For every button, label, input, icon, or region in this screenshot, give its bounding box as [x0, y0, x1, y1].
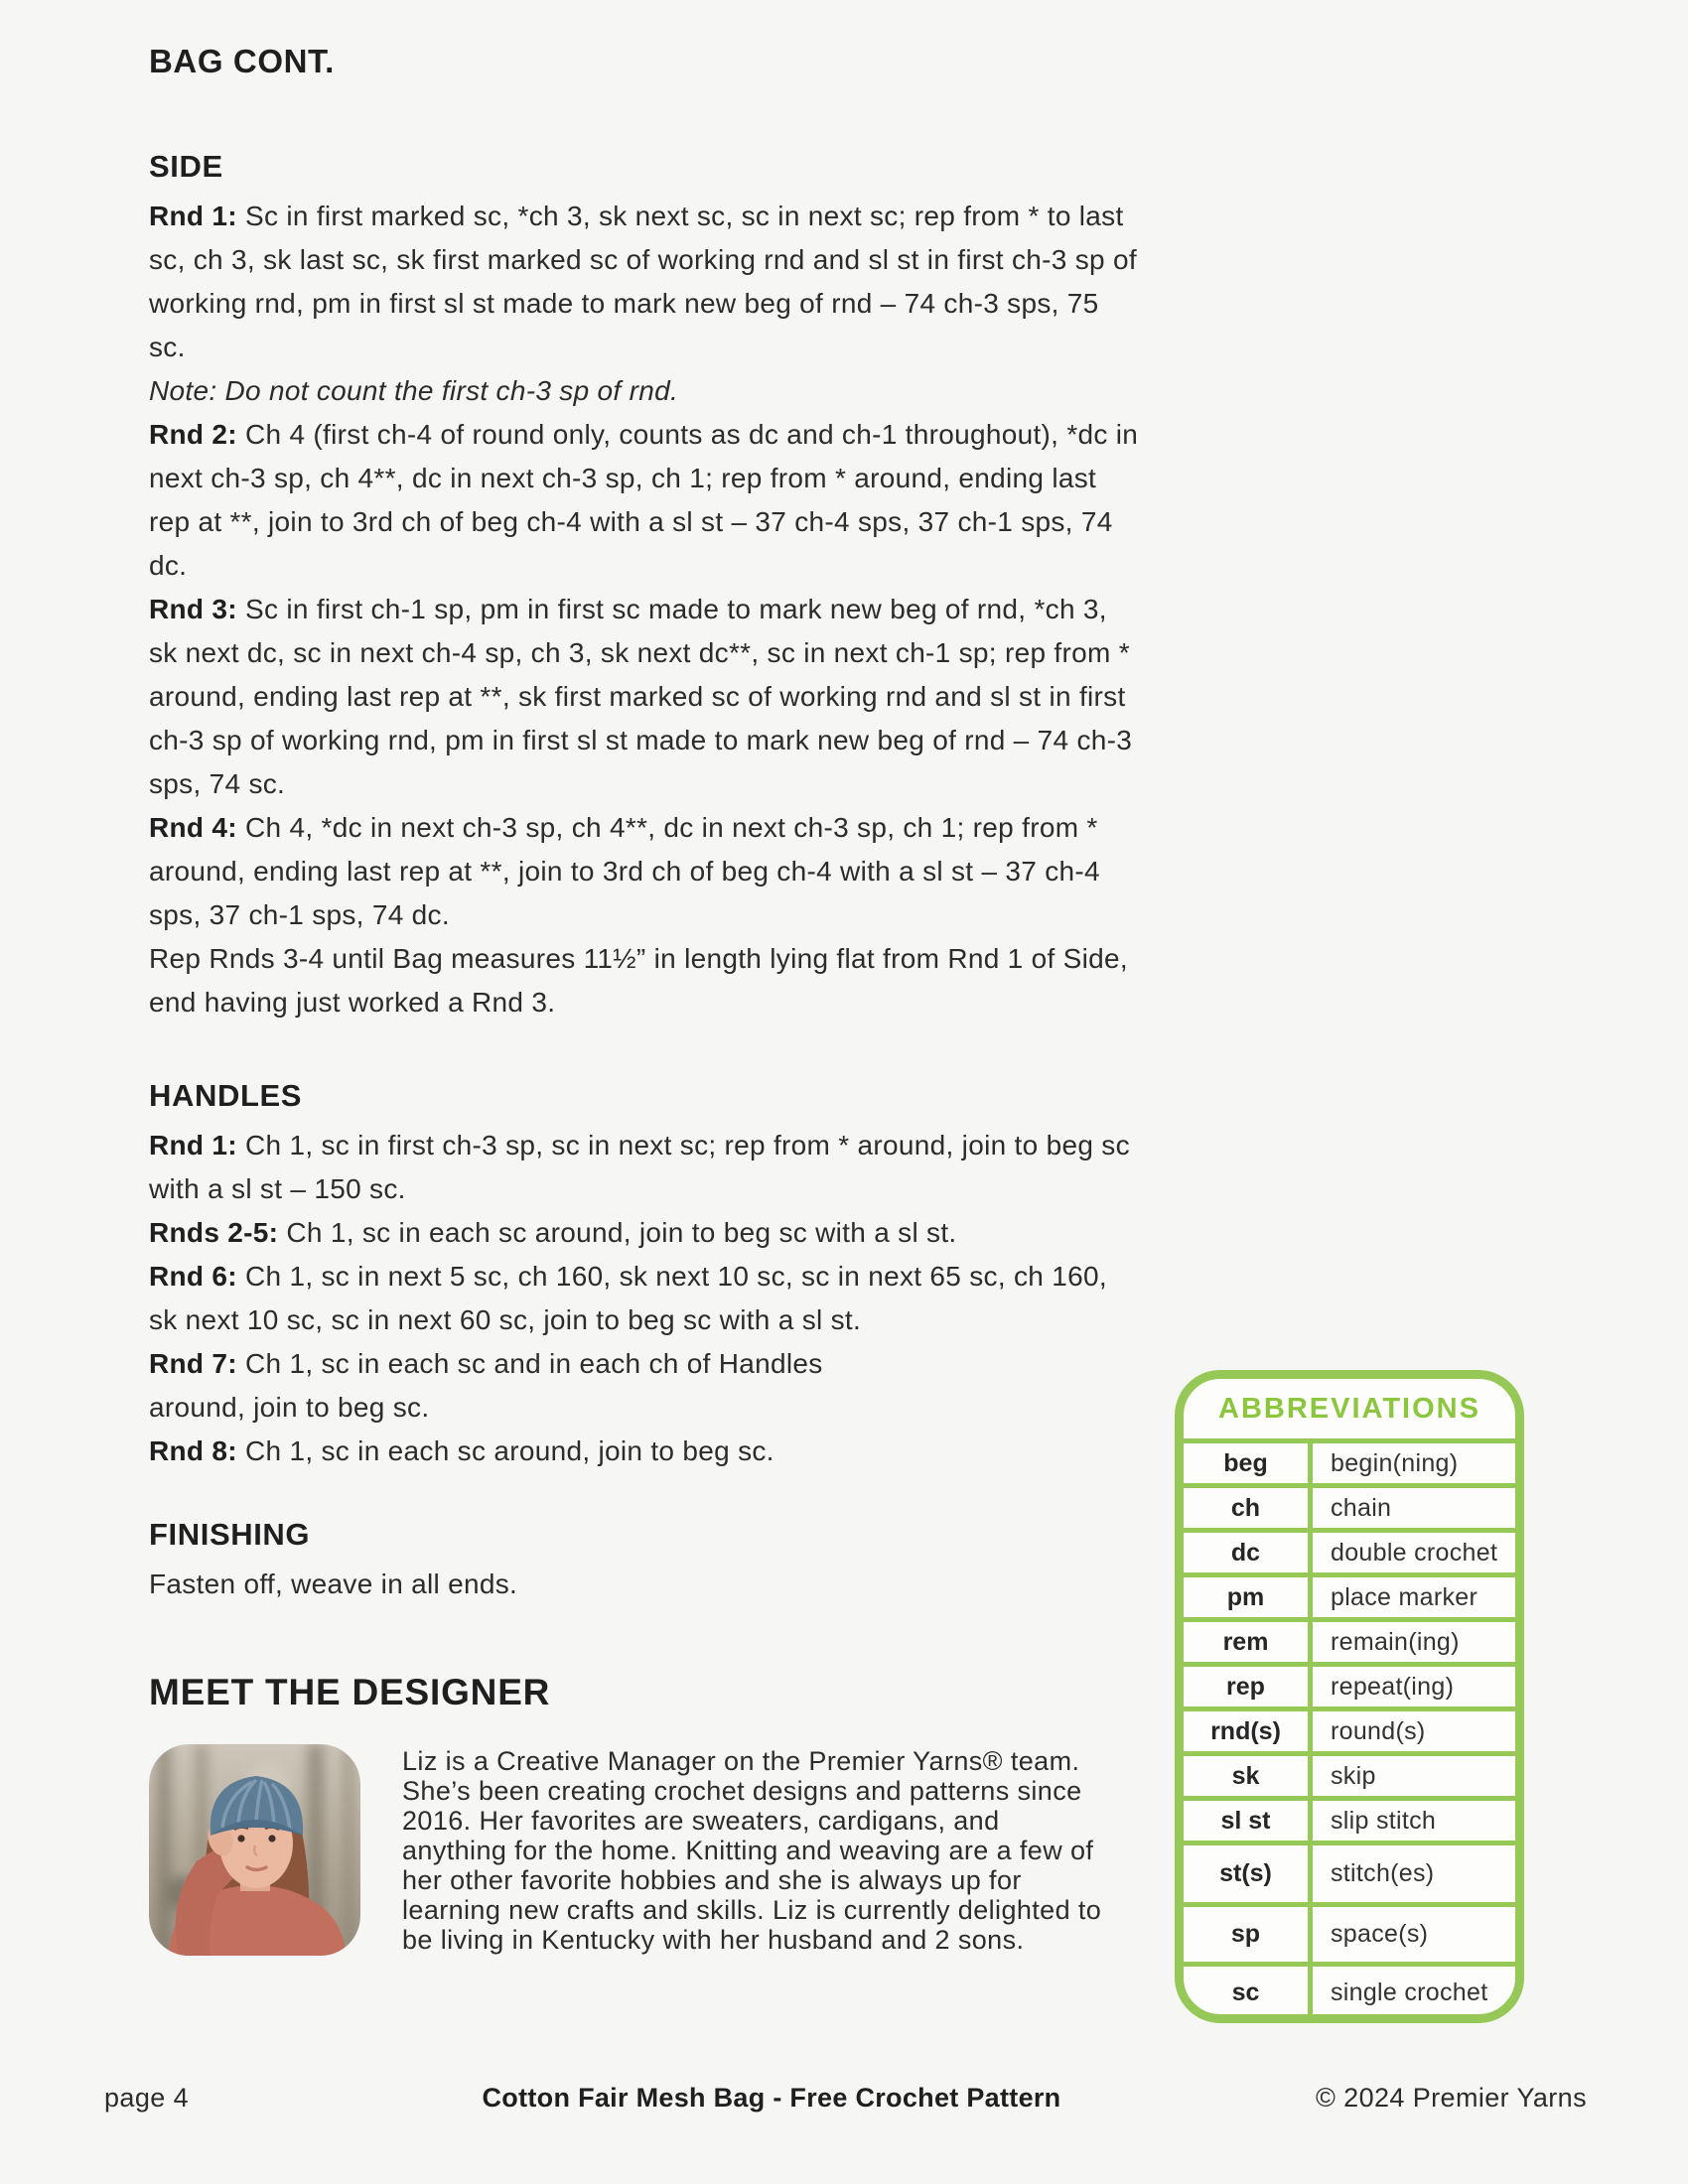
pattern-paragraph: Rnds 2-5: Ch 1, sc in each sc around, join to beg sc with a sl st.: [149, 1217, 957, 1248]
abbreviation-row: [1184, 1572, 1515, 1617]
abbreviation-row: [1184, 1962, 1515, 2019]
abbreviation-key: st(s): [1184, 1845, 1313, 1902]
abbreviation-key: ch: [1184, 1488, 1313, 1528]
abbreviation-key: sk: [1184, 1756, 1313, 1796]
designer-photo: [149, 1744, 360, 1956]
abbreviations-title: ABBREVIATIONS: [1218, 1392, 1480, 1425]
pattern-paragraph: Rep Rnds 3-4 until Bag measures 11½” in length lying flat from Rnd 1 of Side, end having just worked a Rnd 3.: [149, 943, 1128, 1018]
round-label: Rnd 8:: [149, 1435, 237, 1466]
section-heading-side: SIDE: [149, 149, 223, 184]
pattern-paragraph: Note: Do not count the first ch-3 sp of rnd.: [149, 375, 679, 406]
pattern-paragraph: Fasten off, weave in all ends.: [149, 1569, 518, 1599]
abbreviation-definition: double crochet: [1331, 1538, 1498, 1567]
pattern-paragraph: Rnd 1: Ch 1, sc in first ch-3 sp, sc in next sc; rep from * around, join to beg sc with a sl st – 150 sc.: [149, 1130, 1130, 1204]
section-side-paragraphs: [149, 195, 1142, 1024]
round-label: Rnd 1:: [149, 1130, 237, 1160]
page-title: BAG CONT.: [149, 43, 335, 79]
abbreviation-row: [1184, 1483, 1515, 1528]
abbreviation-row: [1184, 1662, 1515, 1706]
footer-doc-title: Cotton Fair Mesh Bag - Free Crochet Pattern: [482, 2083, 1061, 2113]
abbreviation-definition: space(s): [1331, 1920, 1429, 1948]
abbreviation-row: [1184, 1438, 1515, 1483]
abbreviation-definition: repeat(ing): [1331, 1672, 1455, 1701]
section-heading-handles: HANDLES: [149, 1078, 303, 1113]
abbreviation-definition: single crochet: [1331, 1979, 1488, 2006]
abbreviation-row: [1184, 1751, 1515, 1796]
round-label: Rnds 2-5:: [149, 1217, 279, 1248]
section-heading-designer: MEET THE DESIGNER: [149, 1672, 551, 1712]
abbreviation-key: pm: [1184, 1577, 1313, 1617]
abbreviation-definition: place marker: [1331, 1582, 1478, 1611]
abbreviation-row: [1184, 1796, 1515, 1841]
abbreviation-row: [1184, 1841, 1515, 1902]
section-handles-paragraphs: [149, 1124, 1142, 1473]
abbreviations-table: [1184, 1438, 1515, 2019]
round-label: Rnd 6:: [149, 1261, 237, 1292]
pattern-paragraph: Rnd 6: Ch 1, sc in next 5 sc, ch 160, sk next 10 sc, sc in next 65 sc, ch 160, sk next 10 sc, sc in next 60 sc, join to beg sc with a sl st.: [149, 1261, 1107, 1335]
round-label: Rnd 4:: [149, 812, 237, 843]
round-label: Rnd 7:: [149, 1348, 237, 1379]
pattern-paragraph: Rnd 8: Ch 1, sc in each sc around, join to beg sc.: [149, 1435, 774, 1466]
main-column: [149, 42, 1142, 1956]
designer-row: [149, 1744, 1142, 1956]
abbreviation-row: [1184, 1706, 1515, 1751]
abbreviation-key: dc: [1184, 1533, 1313, 1572]
abbreviation-key: beg: [1184, 1443, 1313, 1483]
abbreviation-definition: begin(ning): [1331, 1448, 1459, 1477]
section-finishing-paragraphs: [149, 1563, 1142, 1606]
pattern-paragraph: Rnd 7: Ch 1, sc in each sc and in each ch of Handles around, join to beg sc.: [149, 1348, 823, 1423]
abbreviation-row: [1184, 1528, 1515, 1572]
abbreviation-key: sl st: [1184, 1801, 1313, 1841]
pattern-paragraph: Rnd 1: Sc in first marked sc, *ch 3, sk next sc, sc in next sc; rep from * to last sc, ch 3, sk last sc, sk first marked sc of working rnd and sl st in first ch-3 sp of working rnd, pm in first sl st made to mark new beg of rnd – 74 ch-3 sps, 75 sc.: [149, 201, 1137, 362]
footer-copyright: © 2024 Premier Yarns: [1315, 2083, 1587, 2113]
abbreviation-definition: slip stitch: [1331, 1806, 1437, 1835]
designer-bio: Liz is a Creative Manager on the Premier Yarns® team. She’s been creating crochet designs and patterns since 2016. Her favorites are sweaters, cardigans, and anything for the home. Knitting and weaving are a few of her other favorite hobbies and she is always up for learning new crafts and skills. Liz is currently delighted to be living in Kentucky with her husband and 2 sons.: [402, 1746, 1102, 1955]
round-label: Rnd 2:: [149, 419, 237, 450]
abbreviations-box: [1175, 1370, 1524, 2023]
round-label: Rnd 3:: [149, 594, 237, 624]
abbreviation-key: rnd(s): [1184, 1711, 1313, 1751]
left-eye: [237, 1835, 244, 1842]
page-footer: [0, 2083, 1688, 2122]
abbreviation-key: rem: [1184, 1622, 1313, 1662]
abbreviation-definition: round(s): [1331, 1716, 1426, 1745]
abbreviation-definition: remain(ing): [1331, 1627, 1460, 1656]
abbreviation-definition: stitch(es): [1331, 1859, 1435, 1887]
abbreviation-definition: skip: [1331, 1761, 1376, 1790]
footer-page-number: page 4: [104, 2083, 189, 2113]
pattern-paragraph: Rnd 4: Ch 4, *dc in next ch-3 sp, ch 4**, dc in next ch-3 sp, ch 1; rep from * around, ending last rep at **, join to 3rd ch of beg ch-4 with a sl st – 37 ch-4 sps, 37 ch-1 sps, 74 dc.: [149, 812, 1100, 930]
round-label: Rnd 1:: [149, 201, 237, 231]
abbreviation-key: rep: [1184, 1667, 1313, 1706]
abbreviation-key: sp: [1184, 1907, 1313, 1962]
abbreviation-definition: chain: [1331, 1493, 1392, 1522]
abbreviation-row: [1184, 1902, 1515, 1962]
section-heading-finishing: FINISHING: [149, 1517, 311, 1552]
pattern-paragraph: Rnd 2: Ch 4 (first ch-4 of round only, counts as dc and ch-1 throughout), *dc in next ch-3 sp, ch 4**, dc in next ch-3 sp, ch 1; rep from * around, ending last rep at **, join to 3rd ch of beg ch-4 with a sl st – 37 ch-4 sps, 37 ch-1 sps, 74 dc.: [149, 419, 1139, 581]
abbreviation-key: sc: [1184, 1967, 1313, 2019]
right-eye: [268, 1835, 275, 1842]
pattern-paragraph: Rnd 3: Sc in first ch-1 sp, pm in first sc made to mark new beg of rnd, *ch 3, sk next dc, sc in next ch-4 sp, ch 3, sk next dc**, sc in next ch-1 sp; rep from * around, ending last rep at **, sk first marked sc of working rnd and sl st in first ch-3 sp of working rnd, pm in first sl st made to mark new beg of rnd – 74 ch-3 sps, 74 sc.: [149, 594, 1133, 799]
abbreviation-row: [1184, 1617, 1515, 1662]
